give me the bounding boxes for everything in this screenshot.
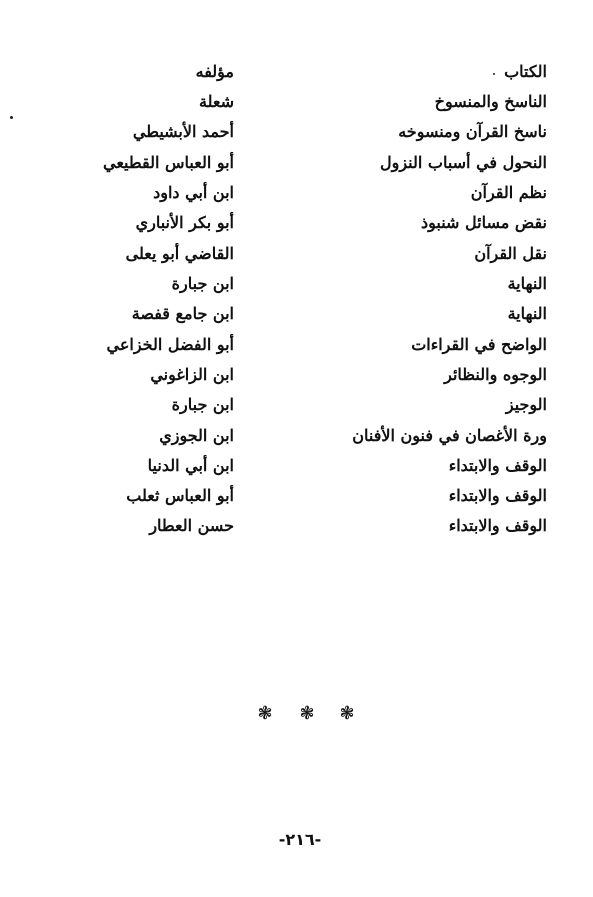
table-row <box>0 87 593 117</box>
table-row <box>0 269 593 299</box>
book-title: الوقف والابتداء <box>448 486 547 505</box>
page-number: -٢١٦- <box>278 830 322 849</box>
book-title: النهاية <box>507 274 547 293</box>
author-name: ابن الزاغوني <box>150 365 234 384</box>
table-row <box>0 390 593 420</box>
author-name: ابن أبي داود <box>153 183 234 202</box>
table-row <box>0 330 593 360</box>
author-name: ابن الجوزي <box>159 426 234 445</box>
asterism-icon: ❃ <box>339 703 355 724</box>
book-title: نقل القرآن <box>474 244 547 263</box>
table-row <box>0 117 593 147</box>
book-title: الوقف والابتداء <box>448 456 547 475</box>
book-title: ورة الأغصان في فنون الأفنان <box>352 426 547 445</box>
author-name: أبو العباس القطيعي <box>103 153 234 172</box>
author-name: ابن جبارة <box>171 395 234 414</box>
table-row <box>0 208 593 238</box>
book-title: نقض مسائل شنبوذ <box>420 213 547 232</box>
author-name: ابن جامع قفصة <box>131 304 234 323</box>
book-title: النحول في أسباب النزول <box>379 153 547 172</box>
book-title: الناسخ والمنسوخ <box>434 92 547 111</box>
table-row <box>0 511 593 541</box>
book-column-header: الكتاب <box>504 62 547 81</box>
table-row <box>0 421 593 451</box>
asterism-icon: ❃ <box>257 703 273 724</box>
book-title: الواضح في القراءات <box>411 335 547 354</box>
table-row <box>0 451 593 481</box>
author-name: أبو بكر الأنباري <box>135 213 234 232</box>
author-name: أبو الفضل الخزاعي <box>106 335 234 354</box>
author-name: أحمد الأبشيطي <box>132 122 234 141</box>
table-row <box>0 148 593 178</box>
author-name: القاضي أبو يعلى <box>125 244 234 263</box>
book-title: ناسخ القرآن ومنسوخه <box>398 122 547 141</box>
author-column-header: مؤلفه <box>195 62 234 81</box>
table-row <box>0 299 593 329</box>
book-title: نظم القرآن <box>470 183 547 202</box>
asterism-icon: ❃ <box>299 703 315 724</box>
author-name: ابن جبارة <box>171 274 234 293</box>
table-row <box>0 360 593 390</box>
book-title: الوجيز <box>505 395 547 414</box>
table-header-row <box>0 57 593 87</box>
table-row <box>0 178 593 208</box>
author-name: شعلة <box>199 92 234 111</box>
book-title: الوقف والابتداء <box>448 516 547 535</box>
author-name: حسن العطار <box>149 516 234 535</box>
section-divider-ornaments <box>255 703 365 725</box>
author-name: ابن أبي الدنيا <box>147 456 234 475</box>
table-row <box>0 239 593 269</box>
book-title: الوجوه والنظائر <box>444 365 547 384</box>
book-title: النهاية <box>507 304 547 323</box>
table-row <box>0 481 593 511</box>
author-name: أبو العباس ثعلب <box>126 486 234 505</box>
